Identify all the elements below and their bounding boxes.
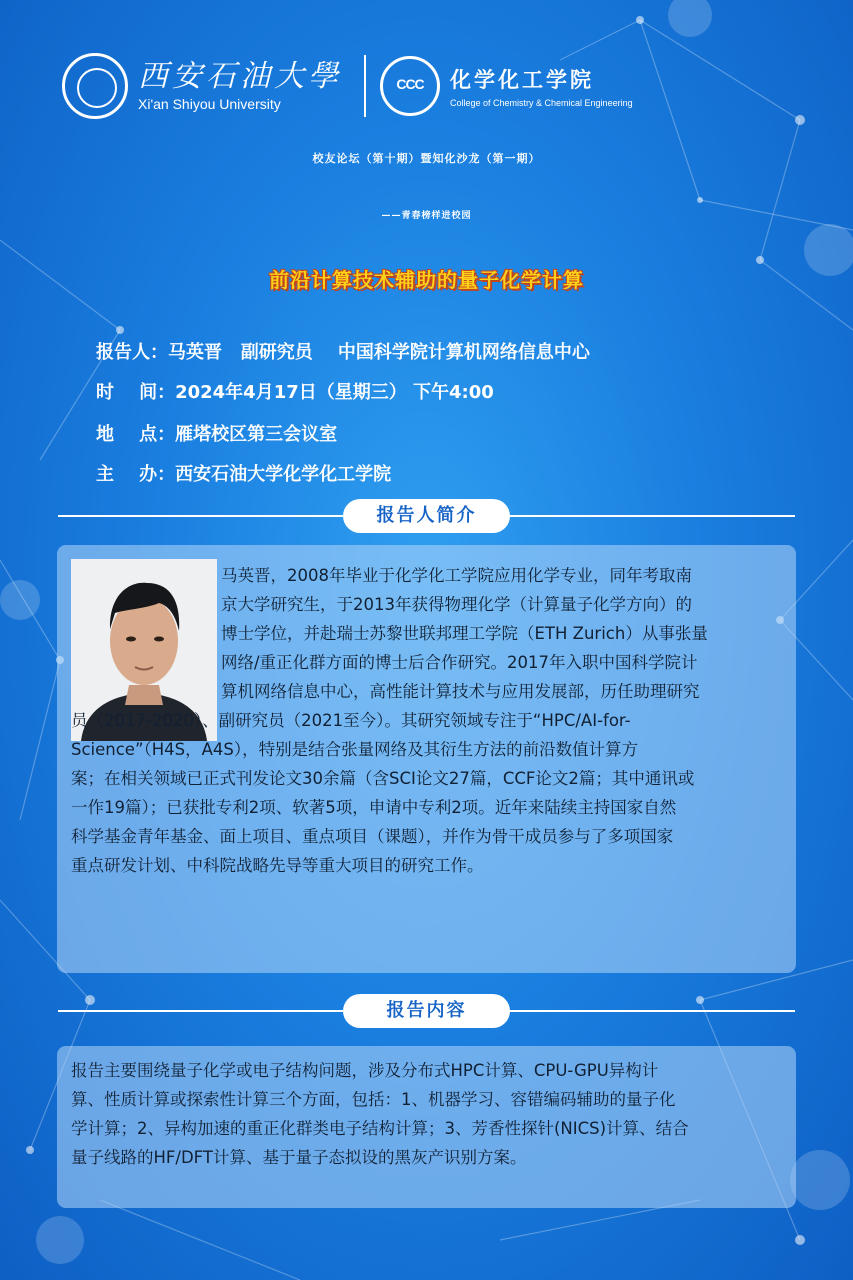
bio-line: 一作19篇）；已获批专利2项、软著5项，申请中专利2项。近年来陆续主持国家自然: [71, 798, 677, 817]
bio-line: 员（2017-2020）、副研究员（2021至今）。其研究领域专注于“HPC/AI-for-: [71, 711, 631, 730]
bio-line: Science”（H4S，A4S），特别是结合张量网络及其衍生方法的前沿数值计算方: [71, 740, 639, 759]
section-heading-report: 报告内容: [343, 994, 510, 1028]
talk-title: 前沿计算技术辅助的量子化学计算: [269, 268, 584, 292]
info-label: 地 点：: [96, 424, 176, 445]
header: [62, 46, 633, 126]
info-label: 时 间：: [96, 382, 176, 403]
header-divider: [364, 55, 366, 117]
university-name-en: Xi'an Shiyou University: [138, 96, 281, 112]
info-time: [96, 378, 494, 404]
bio-line: 京大学研究生，于2013年获得物理化学（计算量子化学方向）的: [221, 595, 692, 614]
report-panel: [57, 1046, 796, 1208]
college-logo-text: CCC: [396, 76, 424, 92]
forum-title: 校友论坛（第十期）暨知化沙龙（第一期）: [312, 152, 541, 165]
info-value: 2024年4月17日（星期三） 下午4:00: [175, 382, 494, 403]
college-name: [450, 64, 633, 108]
bio-line: 案；在相关领域已正式刊发论文30余篇（含SCI论文27篇，CCF论文2篇；其中通讯或: [71, 769, 695, 788]
university-seal-icon: [62, 53, 128, 119]
info-value: 雁塔校区第三会议室: [175, 424, 338, 445]
info-location: [96, 420, 337, 446]
college-name-cn: 化学化工学院: [450, 68, 594, 92]
bio-line: 科学基金青年基金、面上项目、重点项目（课题），并作为骨干成员参与了多项国家: [71, 827, 674, 846]
section-heading-bio: 报告人简介: [343, 499, 510, 533]
report-text: [71, 1056, 784, 1172]
university-name-cn: 西安石油大學: [138, 59, 342, 94]
bio-line: 马英晋，2008年毕业于化学化工学院应用化学专业，同年考取南: [221, 566, 692, 585]
college-name-en: College of Chemistry & Chemical Engineering: [450, 98, 633, 108]
bio-line: 网络/重正化群方面的博士后合作研究。2017年入职中国科学院计: [221, 653, 698, 672]
bio-line: 算机网络信息中心，高性能计算技术与应用发展部，历任助理研究: [221, 682, 700, 701]
report-line: 学计算；2、异构加速的重正化群类电子结构计算；3、芳香性探针(NICS)计算、结合: [71, 1119, 689, 1138]
info-organizer: [96, 460, 391, 486]
bio-line: 博士学位，并赴瑞士苏黎世联邦理工学院（ETH Zurich）从事张量: [221, 624, 708, 643]
report-line: 报告主要围绕量子化学或电子结构问题，涉及分布式HPC计算、CPU-GPU异构计: [71, 1061, 659, 1080]
university-name: [138, 60, 342, 112]
report-line: 量子线路的HF/DFT计算、基于量子态拟设的黑灰产识别方案。: [71, 1148, 527, 1167]
info-value: 马英晋 副研究员 中国科学院计算机网络信息中心: [168, 342, 590, 363]
bio-text: [71, 561, 784, 880]
info-speaker: [96, 338, 590, 364]
bio-panel: [57, 545, 796, 973]
forum-subtitle: ——青春榜样进校园: [381, 211, 472, 221]
bio-line: 重点研发计划、中科院战略先导等重大项目的研究工作。: [71, 856, 484, 875]
college-logo-icon: [380, 56, 440, 116]
info-value: 西安石油大学化学化工学院: [175, 464, 392, 485]
report-line: 算、性质计算或探索性计算三个方面，包括：1、机器学习、容错编码辅助的量子化: [71, 1090, 676, 1109]
info-label: 报告人：: [96, 342, 168, 363]
info-label: 主 办：: [96, 464, 176, 485]
